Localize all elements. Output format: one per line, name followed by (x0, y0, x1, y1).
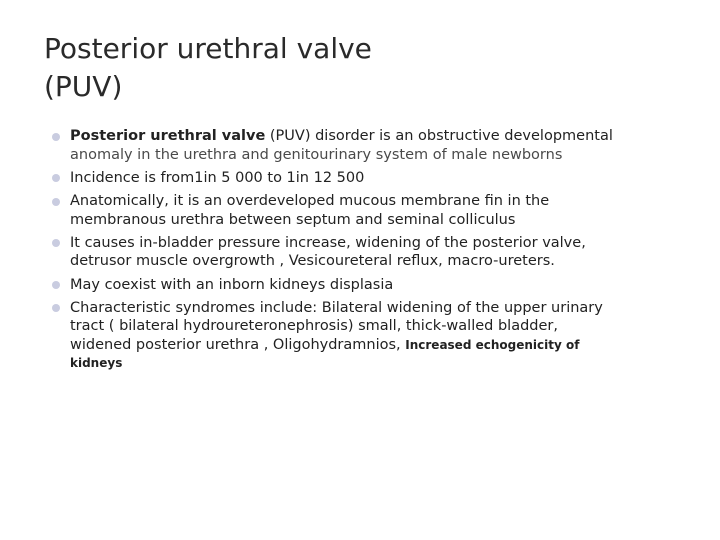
bullet-item (52, 127, 692, 164)
title-line-1: Posterior urethral valve (44, 32, 372, 65)
bullet-line: Anatomically, it is an overdeveloped mucous membrane fin in the (70, 193, 550, 210)
bullet-line: membranous urethra between septum and seminal colliculus (70, 211, 516, 228)
bullet-line: It causes in-bladder pressure increase, widening of the posterior valve, (70, 234, 586, 251)
bullet-dot-icon (52, 304, 60, 312)
bullet-line: May coexist with an inborn kidneys displasia (70, 276, 394, 293)
bullet-line: Incidence is from1in 5 000 to 1in 12 500 (70, 169, 365, 186)
bullet-dot-icon (52, 239, 60, 247)
bullet-item (52, 169, 692, 188)
bullet-text: widened posterior urethra , Oligohydramnios, (70, 336, 406, 353)
bullet-item (52, 299, 692, 373)
bullet-line: kidneys (70, 356, 123, 371)
bullet-line: detrusor muscle overgrowth , Vesicoureteral reflux, macro-ureters. (70, 253, 555, 270)
bullet-line: Characteristic syndromes include: Bilateral widening of the upper urinary (70, 299, 603, 316)
bullet-dot-icon (52, 281, 60, 289)
bullet-item (52, 276, 692, 295)
bullet-list (52, 127, 692, 378)
bullet-item (52, 234, 692, 271)
bullet-bold-term: Posterior urethral valve (70, 128, 266, 144)
slide-title (44, 30, 664, 106)
bullet-line (70, 336, 692, 355)
bullet-line: tract ( bilateral hydroureteronephrosis) small, thick-walled bladder, (70, 318, 558, 335)
bullet-text: (PUV) disorder is an obstructive developmental (265, 128, 613, 144)
bullet-item (52, 192, 692, 229)
bullet-line (70, 127, 692, 146)
bullet-line: anomaly in the urethra and genitourinary system of male newborns (70, 146, 563, 163)
bullet-dot-icon (52, 198, 60, 206)
bullet-dot-icon (52, 174, 60, 182)
bullet-dot-icon (52, 133, 60, 141)
bullet-small-text: Increased echogenicity of (405, 337, 580, 352)
title-line-2: (PUV) (44, 70, 123, 103)
